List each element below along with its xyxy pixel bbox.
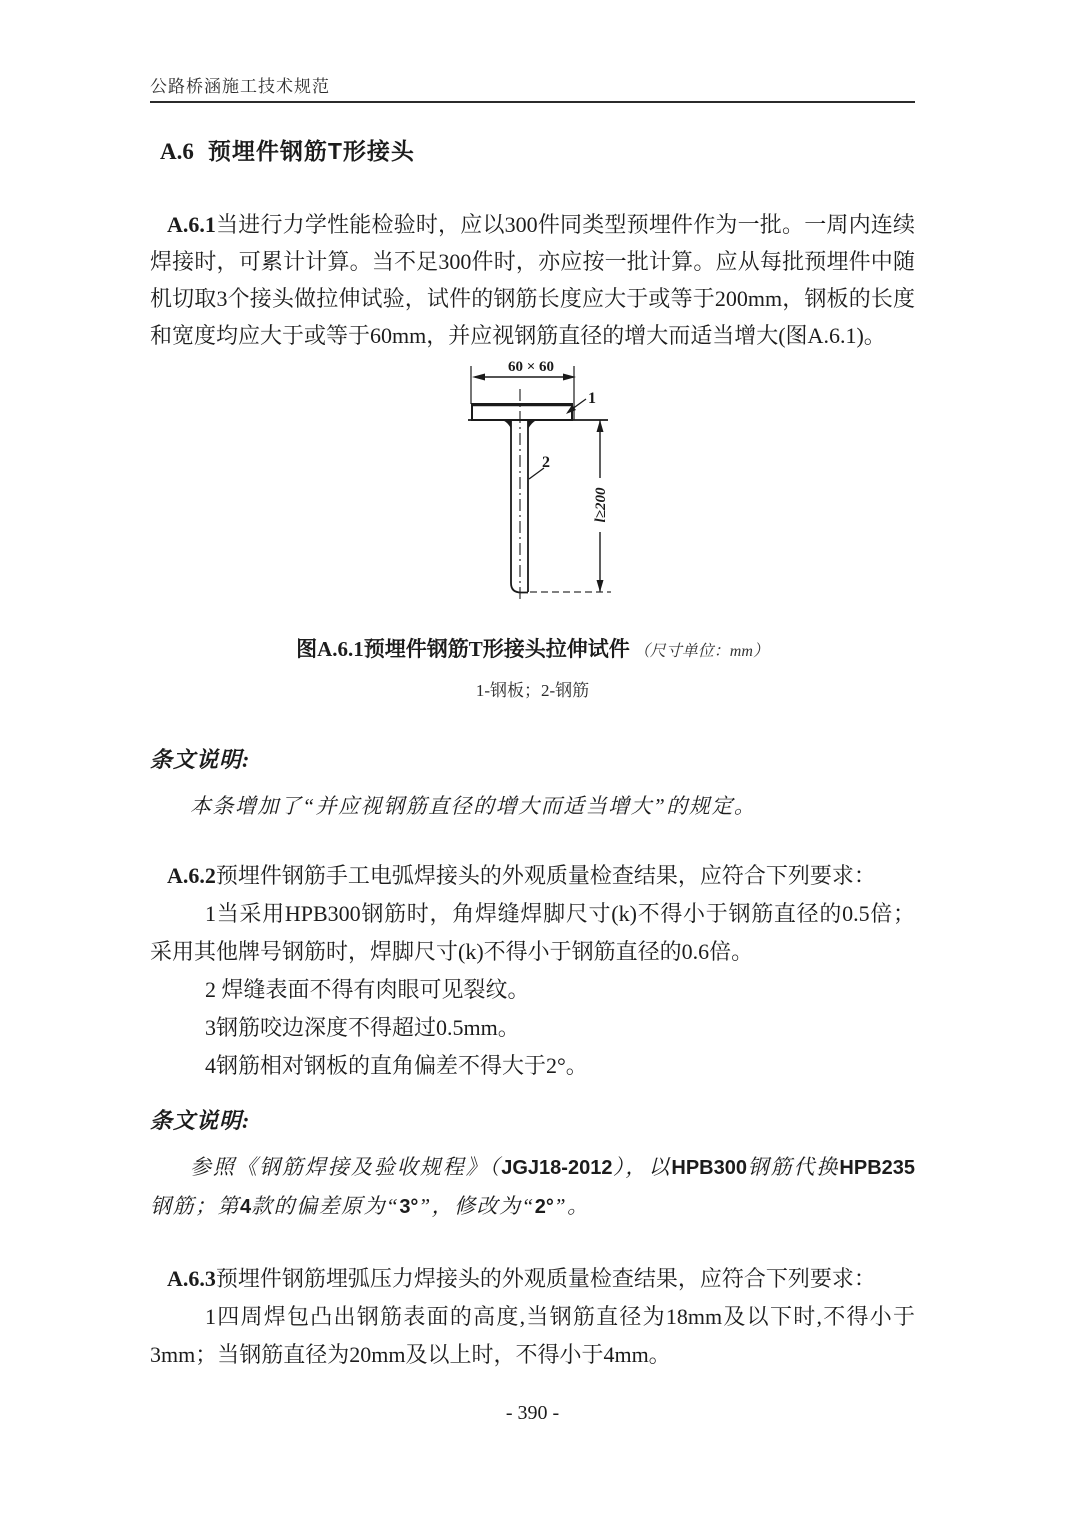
section-title: 预埋件钢筋T形接头 <box>207 138 415 164</box>
figure-a61 <box>150 356 915 703</box>
commentary-block-2 <box>150 1106 915 1226</box>
clause-a61-label: A.6.1 <box>167 212 216 237</box>
section-number: A.6 <box>160 139 194 164</box>
clause-a62-item-4: 4钢筋相对钢板的直角偏差不得大于2°。 <box>205 1053 588 1078</box>
clause-a62-item-2: 2 焊缝表面不得有肉眼可见裂纹。 <box>205 977 530 1002</box>
commentary-2-seg: ”。 <box>553 1194 590 1218</box>
clause-a61 <box>150 206 915 354</box>
clause-a62-item-1: 1当采用HPB300钢筋时，角焊缝焊脚尺寸(k)不得小于钢筋直径的0.5倍；采用其他牌号钢筋时，焊脚尺寸(k)不得小于钢筋直径的0.6倍。 <box>150 901 915 964</box>
clause-a63-item-1: 1四周焊包凸出钢筋表面的高度,当钢筋直径为18mm及以下时,不得小于3mm；当钢筋直径为20mm及以上时，不得小于4mm。 <box>150 1304 915 1367</box>
clause-a63 <box>150 1260 915 1298</box>
clause-a63-intro: 预埋件钢筋埋弧压力焊接头的外观质量检查结果，应符合下列要求： <box>215 1266 876 1291</box>
header-rule <box>150 101 915 103</box>
clause-a61-text: 当进行力学性能检验时，应以300件同类型预埋件作为一批。一周内连续焊接时，可累计计算。当不足300件时，亦应按一批计算。应从每批预埋件中随机切取3个接头做拉伸试验，试件的钢筋长度应大于或等于200mm，钢板的长度和宽度均应大于或等于60mm，并应视钢筋直径的增大而适当增大(图A.6.1)。 <box>150 212 915 348</box>
part-label-1: 1 <box>588 390 596 407</box>
running-header: 公路桥涵施工技术规范 <box>150 77 330 96</box>
figure-legend: 1-钢板；2-钢筋 <box>475 681 590 700</box>
angle-value: 2° <box>534 1196 554 1218</box>
commentary-2-seg: ”，修改为“ <box>418 1194 535 1218</box>
dim-arrow-down <box>597 580 604 592</box>
figure-caption-title: 图A.6.1预埋件钢筋T形接头拉伸试件 <box>296 637 630 661</box>
rebar-grade: HPB235 <box>839 1157 916 1179</box>
commentary-2-seg: 参照《钢筋焊接及验收规程》（ <box>190 1155 502 1179</box>
t-joint-diagram <box>455 356 625 606</box>
clause-a62-label: A.6.2 <box>167 863 216 888</box>
commentary-block-1 <box>150 745 915 825</box>
dim-arrow-left <box>472 374 485 381</box>
clause-a62-intro: 预埋件钢筋手工电弧焊接头的外观质量检查结果，应符合下列要求： <box>215 863 876 888</box>
clause-a62-item-3: 3钢筋咬边深度不得超过0.5mm。 <box>205 1015 520 1040</box>
section-heading <box>160 137 915 166</box>
dim-arrow-up <box>597 420 604 432</box>
commentary-2-seg: 钢筋代换 <box>747 1155 840 1179</box>
rebar-grade: HPB300 <box>671 1157 747 1179</box>
commentary-2-seg: 款的偏差原为“ <box>251 1194 400 1218</box>
commentary-2-text <box>150 1148 915 1226</box>
standard-code: JGJ18-2012 <box>501 1157 613 1179</box>
figure-caption-unit: （尺寸单位：mm） <box>633 643 769 660</box>
angle-value: 3° <box>399 1196 419 1218</box>
commentary-2-seg: ），以 <box>612 1155 672 1179</box>
steel-plate <box>472 404 572 420</box>
figure-caption <box>150 634 915 667</box>
clause-a63-label: A.6.3 <box>167 1266 216 1291</box>
clause-number: 4 <box>240 1196 252 1218</box>
page-number: - 390 - <box>505 1402 560 1424</box>
commentary-1-title: 条文说明: <box>150 747 251 772</box>
weld-fillet-right <box>528 420 537 429</box>
commentary-1-text: 本条增加了“并应视钢筋直径的增大而适当增大”的规定。 <box>190 794 757 818</box>
weld-fillet-left <box>502 420 511 429</box>
commentary-2-title: 条文说明: <box>150 1108 251 1133</box>
right-dimension-label: l≥200 <box>593 487 609 523</box>
clause-a62 <box>150 857 915 895</box>
commentary-2-seg: 钢筋；第 <box>150 1194 240 1218</box>
top-dimension-label: 60 × 60 <box>507 359 555 375</box>
part-label-2: 2 <box>542 454 550 471</box>
